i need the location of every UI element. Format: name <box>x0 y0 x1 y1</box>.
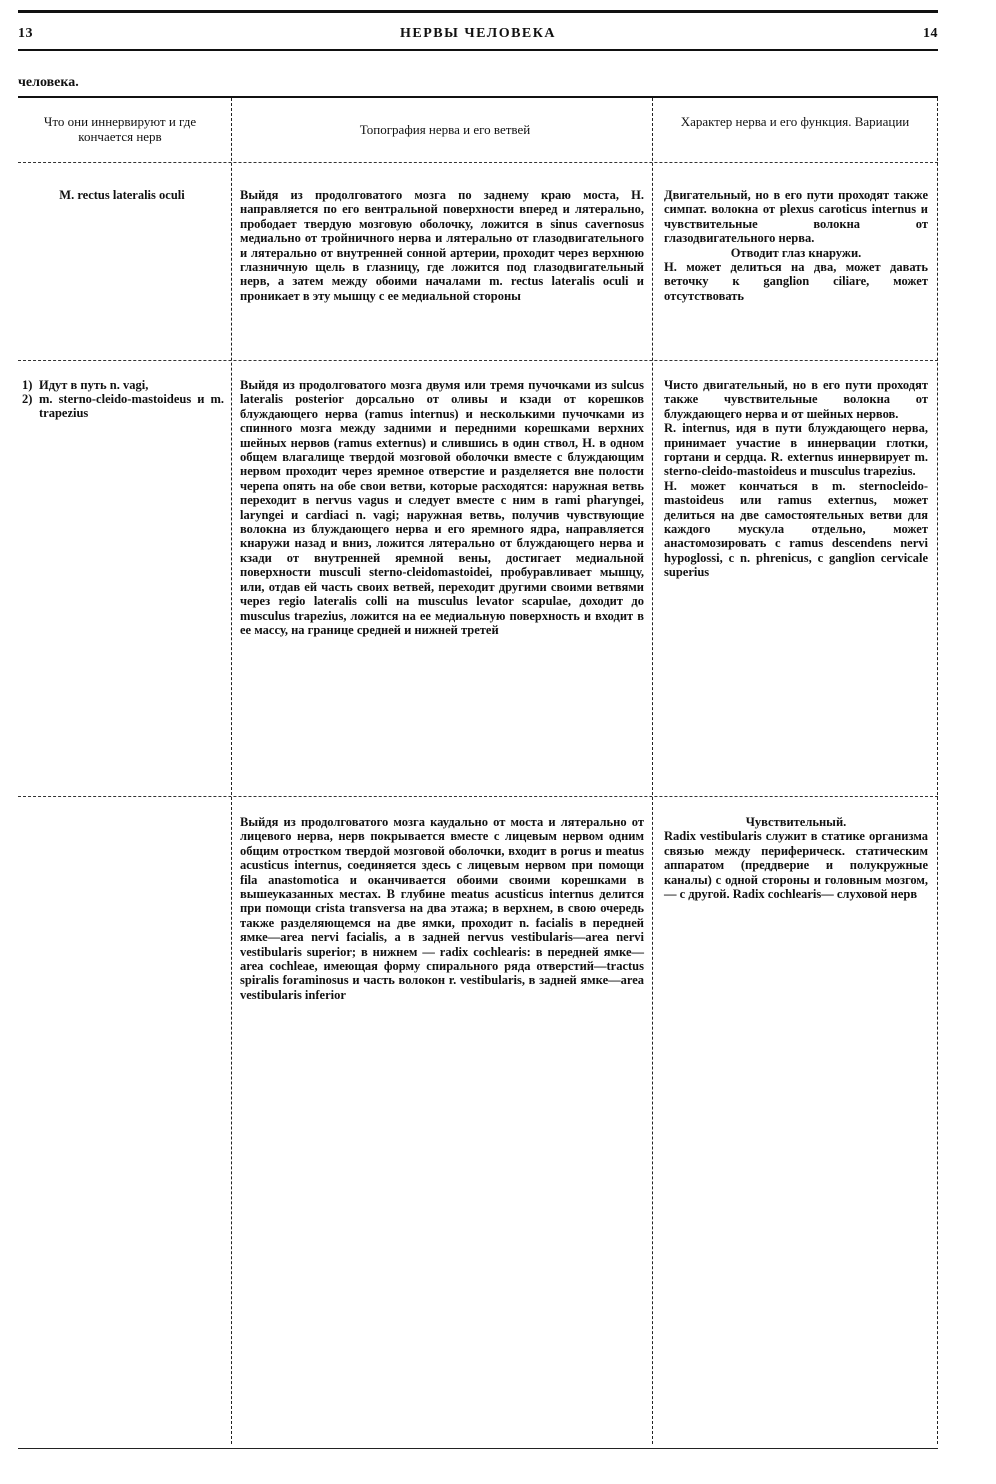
table-bottom-rule <box>18 1448 938 1449</box>
column-divider-2 <box>652 98 653 1444</box>
column-divider-1 <box>231 98 232 1444</box>
row2-character-text-1: Чисто двигательный, но в его пути проходят также чувствительные волокна от блуждающего нерва и от шейных нервов. <box>664 378 928 421</box>
row2-character-text-2: R. internus, идя в пути блуждающего нерва, принимает участие в иннервации глотки, гортани и сердца. R. externus иннервирует m. sterno-cleido-mastoideus и musculus trapezius. <box>664 421 928 479</box>
row2-target <box>22 378 224 420</box>
column-header-target: Что они иннервируют и где кончается нерв <box>43 114 197 144</box>
row2-character <box>664 378 928 580</box>
page-number-right: 14 <box>923 26 938 41</box>
row-separator-1 <box>18 360 938 361</box>
row1-topography: Выйдя из продолговатого мозга по заднему краю моста, Н. направляется по его вентральной поверхности вперед и лятерально, прободает твердую мозговую оболочку, ложится в sinus cavernosus медиально от тройничного нерва и лятерально от глазодвигательного и лятерально от внутренней сонной артерии, проходит через верхнюю глазничную щель в глазницу, где ложится под глазодвигательный нерв, а затем между обоими началами m. rectus lateralis oculi и проникает в эту мышцу с ее медиальной стороны <box>240 188 644 303</box>
row1-character-text-3: Н. может делиться на два, может давать веточку к ganglion ciliare, может отсутствовать <box>664 260 928 303</box>
row-separator-2 <box>18 796 938 797</box>
row3-character-text: Radix vestibularis служит в статике организма связью между периферическ. статическим аппаратом (преддверие и полукружные каналы) с одной стороны и головным мозгом, — с другой. Radix cochlearis— слуховой нерв <box>664 829 928 902</box>
header-separator <box>18 162 938 163</box>
row3-character-title: Чувствительный. <box>745 815 847 829</box>
top-rule <box>18 10 938 13</box>
row2-target-item-number: 2) <box>22 392 33 406</box>
row2-character-text-3: Н. может кончаться в m. sternocleido-mastoideus или ramus externus, может делиться на две самостоятельных ветви для каждого мускула отдельно, может анастомозировать с ramus descendens nervi hypoglossi, с n. phrenicus, с ganglion cervicale superius <box>664 478 928 580</box>
running-title: НЕРВЫ ЧЕЛОВЕКА <box>399 26 557 41</box>
column-header-topography: Топография нерва и его ветвей <box>359 122 531 137</box>
row2-target-item <box>22 392 224 420</box>
row1-character <box>664 188 928 303</box>
header-rule <box>18 49 938 51</box>
table-caption: человека. <box>18 75 79 90</box>
page-header <box>18 22 938 46</box>
row1-character-text-1: Двигательный, но в его пути проходят также симпат. волокна от plexus caroticus internus и чувствительные волокна от глазодвигательного нерва. <box>664 188 928 246</box>
row2-target-item <box>22 378 224 392</box>
table-top-rule <box>18 96 938 98</box>
row3-topography: Выйдя из продолговатого мозга каудально от моста и лятерально от лицевого нерва, нерв покрывается вместе с лицевым нервом одним общим отростком твердой мозговой оболочки, входит в porus и meatus acusticus internus, соединяется здесь с лицевым нервом при помощи fila anastomotica и оканчивается обоими своими корешками в вышеуказанных местах. В глубине meatus acusticus internus делится при помощи crista transversa на два этажа; в верхнем, в свою очередь также разделяющемся на две ямки, проходит n. facialis в передней ямке—area nervi facialis, а в задней nervus vestibularis—area nervi vestibularis superior; в нижнем — radix cochlearis: в передней ямке—area cochleae, имеющая форму спирального ряда отверстий—tractus spiralis foraminosus и часть волокон r. vestibularis, в задней ямке—area vestibularis inferior <box>240 815 644 1002</box>
row2-topography: Выйдя из продолговатого мозга двумя или тремя пучочками из sulcus lateralis posterior дорсально от оливы и кзади от корешков блуждающего нерва (ramus internus) и несколькими пучочками из спинного мозга между задними и передними корешками верхних шейных нервов (ramus externus) и слившись в один ствол, Н. в одном общем влагалище твердой мозговой оболочки вместе с блуждающим нервом проходит через яремное отверстие и разделяется вне полости черепа опять на обе свои ветви, которые расходятся: наружная ветвь переходит в nervus vagus и следует вместе с ним в rami pharyngei, laryngei и cardiaci n. vagi; наружная ветвь, получив чувствующие волокна из блуждающего нерва и его яремного ядра, направляется кнаружи назад и вниз, ложится лятерально от блуждающего нерва и кзади от внутренней яремной вены, достигает медиальной поверхности musculi sterno-cleidomastoidei, пробуравливает мышцу, или, отдав ей часть своих ветвей, переходит другими своими ветвями через regio lateralis colli на musculus levator scapulae, доходит до musculus trapezius, ложится на ее медиальную поверхность и входит в ее массу, на границе средней и нижней третей <box>240 378 644 637</box>
page-number-left: 13 <box>18 26 33 41</box>
row2-target-item-text: m. sterno-cleido-mastoideus и m. trapezius <box>39 392 224 420</box>
row3-character <box>664 815 928 901</box>
row2-target-item-number: 1) <box>22 378 33 392</box>
column-divider-3 <box>937 98 938 1444</box>
row1-target: M. rectus lateralis oculi <box>59 188 185 202</box>
row2-target-item-text: Идут в путь n. vagi, <box>39 378 149 392</box>
column-header-character: Характер нерва и его функция. Вариации <box>680 114 910 129</box>
row1-character-text-2: Отводит глаз кнаружи. <box>730 245 862 260</box>
